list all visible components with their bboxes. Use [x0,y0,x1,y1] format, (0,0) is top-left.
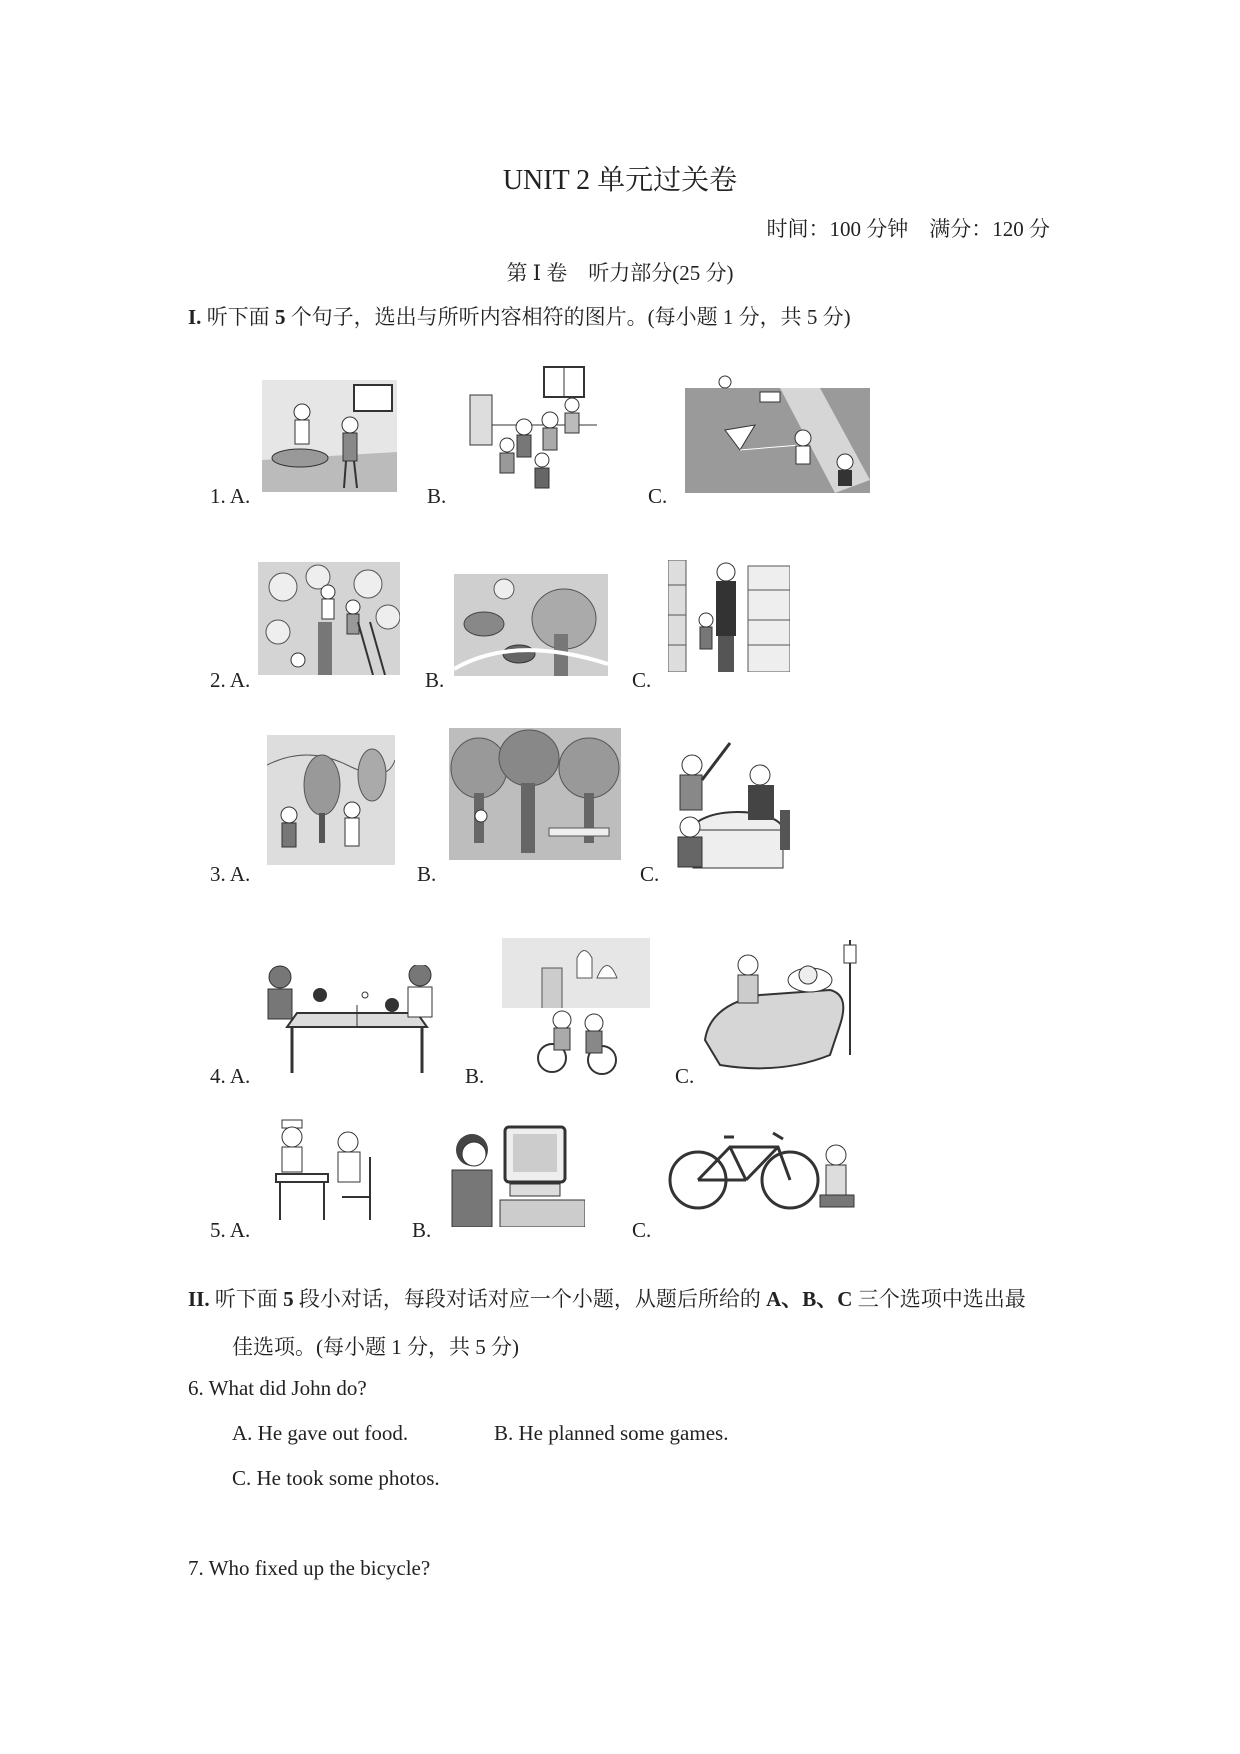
q3-b-picture[interactable] [449,728,621,860]
q5-label: 5. A. [210,1218,251,1242]
q4-a-picture[interactable] [262,965,442,1077]
q4-b-picture[interactable] [502,938,650,1078]
q1-c-label: C. [648,484,668,508]
section1-roman: I. [188,305,202,329]
q3-b-label: B. [417,862,437,886]
q1-c-picture[interactable] [685,370,870,493]
q1-b-picture[interactable] [462,365,597,495]
part-heading: 第 Ⅰ 卷 听力部分(25 分) [506,261,734,285]
q1-b-label: B. [427,484,447,508]
section2-instruction: II. 听下面 5 段小对话，每段对话对应一个小题，从题后所给的 A、B、C 三个选项中选出最 [188,1287,1026,1311]
section2-instruction-line2: 佳选项。(每小题 1 分，共 5 分) [232,1335,519,1359]
q5-b-picture[interactable] [450,1122,585,1227]
q6-question: 6. What did John do? [188,1376,367,1400]
q6-option-a[interactable]: A. He gave out food. [232,1421,409,1445]
q2-c-picture[interactable] [668,560,790,672]
q3-c-label: C. [640,862,660,886]
q4-c-label: C. [675,1064,695,1088]
q2-c-label: C. [632,668,652,692]
q1-label: 1. A. [210,484,251,508]
q5-a-picture[interactable] [270,1112,382,1224]
q2-b-picture[interactable] [454,574,608,676]
page-title: UNIT 2 单元过关卷 [502,165,738,196]
q4-b-label: B. [465,1064,485,1088]
section1-instruction: I. 听下面 5 个句子，选出与所听内容相符的图片。(每小题 1 分，共 5 分) [188,305,851,329]
q4-label: 4. A. [210,1064,251,1088]
section2-roman: II. [188,1287,210,1311]
q5-b-label: B. [412,1218,432,1242]
q2-label: 2. A. [210,668,251,692]
q5-c-picture[interactable] [668,1125,858,1225]
q6-option-b[interactable]: B. He planned some games. [494,1421,729,1445]
q1-a-picture[interactable] [262,380,397,492]
q5-c-label: C. [632,1218,652,1242]
q7-question: 7. Who fixed up the bicycle? [188,1556,431,1580]
q3-label: 3. A. [210,862,251,886]
q2-a-picture[interactable] [258,562,400,675]
q3-a-picture[interactable] [267,735,395,865]
q4-c-picture[interactable] [700,935,862,1077]
q2-b-label: B. [425,668,445,692]
q6-option-c[interactable]: C. He took some photos. [232,1466,440,1490]
exam-meta: 时间：100 分钟 满分：120 分 [766,217,1050,241]
q3-c-picture[interactable] [670,735,792,878]
